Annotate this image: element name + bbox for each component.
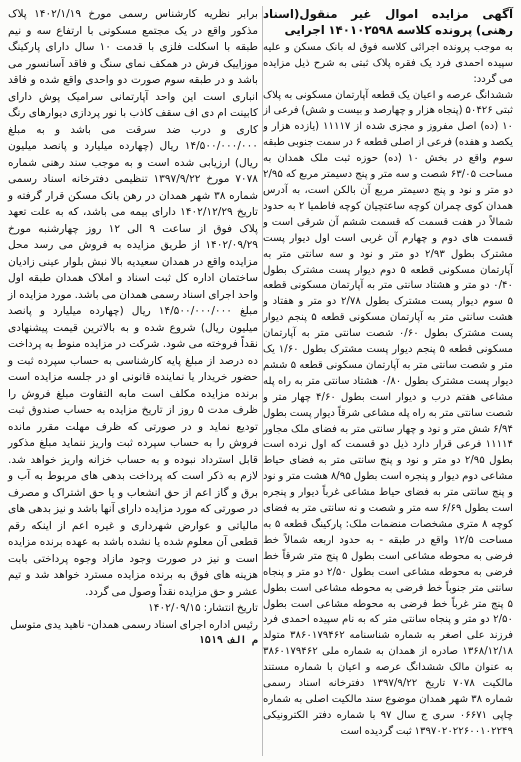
- auction-terms-paragraph: برابر نظریه کارشناس رسمی مورخ ۱۴۰۲/۱/۱۹ پلاک مذکور واقع در یک مجتمع مسکونی با ارتفاع سه و نیم طبقه با اسکلت فلزی با قدمت ۱۰ سال دارای پارکینگ موزاییک فرش در همکف نمای سنگ و فاقد آسانسور می باشد و در طبقه سوم صورت دو واحدی واقع شده و فاقد انباری است این واحد آپارتمانی سرامیک پوش دارای کابینت ام دی اف سقف کاذب با نور پردازی دیوارهای رنگ کاری و درب ضد سرقت می باشد و به مبلغ ۱۴/۵۰۰/۰۰۰/۰۰۰ ریال (چهارده میلیارد و پانصد میلیون ریال) ارزیابی شده است و به موجب سند رهنی شماره ۷۰۷۸ مورخ ۱۳۹۷/۹/۲۲ تنظیمی دفترخانه اسناد رسمی شماره ۳۸ شهر همدان در رهن بانک مسکن قرار گرفته و تاریخ ۱۴۰۲/۱۲/۲۹ دارای بیمه می باشد، که به علت تعهد پلاک فوق از ساعت ۹ الی ۱۲ روز چهارشنبه مورخ ۱۴۰۲/۰۹/۲۹ از طریق مزایده به فروش می رسد محل مزایده واقع در همدان سعیدیه بالا نبش بلوار عینی زادیان ساختمان اداره کل ثبت اسناد و املاک همدان طبقه اول واحد اجرای اسناد رسمی همدان می باشد. مورد مزایده از مبلغ ۱۴/۵۰۰/۰۰۰/۰۰۰ ریال (چهارده میلیارد و پانصد میلیون ریال) شروع شده و به بالاترین قیمت پیشنهادی نقداً فروخته می شود. شرکت در مزایده منوط به پرداخت ده درصد از مبلغ پایه کارشناسی به حساب سپرده ثبت و حضور خریدار یا نماینده قانونی او در جلسه مزایده است برنده مزایده مکلف است مابه التفاوت مبلغ فروش را ظرف مدت ۵ روز از تاریخ مزایده به حساب صندوق ثبت تودیع نماید و در صورتی که ظرف مهلت مقرر مانده فروش را به حساب سپرده ثبت واریز ننماید مبلغ مذکور قابل استرداد نبوده و به حساب خزانه واریز خواهد شد. لازم به ذکر است که پرداخت بدهی های مربوط به آب و برق و گاز اعم از حق انشعاب و یا حق اشتراک و مصرف در صورتی که مورد مزایده دارای آنها باشد و نیز بدهی های مالیاتی و عوارض شهرداری و غیره اعم از اینکه رقم قطعی آن معلوم شده یا نشده باشد به عهده برنده مزایده است و نیز در صورت وجود مازاد وجوه پرداختی بابت هزینه های فوق به برنده مزایده مسترد خواهد شد و تیم عشر و حق مزایده نقداً وصول می گردد.: [8, 8, 258, 598]
- notice-headline: آگهی مزایده اموال غیر منقول(اسناد رهنی) پرونده کلاسه ۱۴۰۱۰۲۵۹۸ اجرایی: [263, 7, 513, 38]
- notice-left-column: [8, 6, 258, 650]
- signature-line: رئیس اداره اجرای اسناد رسمی همدان- ناهید یدی متوسل: [10, 618, 258, 631]
- notice-intro-paragraph: به موجب پرونده اجرائی کلاسه فوق له بانک مسکن و علیه سپیده احمدی فرد یک فقره پلاک ثبتی به شرح ذیل مزایده می گردد:: [263, 41, 513, 85]
- publication-date: تاریخ انتشار: ۱۴۰۲/۰۹/۱۵: [148, 602, 258, 614]
- notice-right-column: [263, 6, 513, 740]
- column-divider: [262, 6, 263, 756]
- property-description-paragraph: ششدانگ عرصه و اعیان یک قطعه آپارتمان مسکونی به پلاک ثبتی ۵۰۴۲۶ (پنجاه هزار و چهارصد و بیست و شش) فرعی از ۱۰ (ده) اصل مفروز و مجزی شده از ۱۱۱۱۷ (یازده هزار و یکصد و هفده) فرعی از اصلی قطعه ۶ در سمت جنوبی طبقه سوم واقع در بخش ۱۰ (ده) حوزه ثبت ملک همدان به مساحت ۶۳/۰۵ شصت و سه متر و پنج دسیمتر مربع که ۲/۹۵ دو متر و نود و پنج دسیمتر مربع آن بالکن است، به آدرس همدان کوی چمران کوچه ساعتچیان کوچه فاطمیا ۲ به حدود شمالاً در هفت قسمت که قسمت ششم آن شرقی است و قسمت های دوم و چهارم آن غربی است اول دیوار پست مشترک بطول ۲/۹۳ دو متر و نود و سه سانتی متر به آپارتمان مسکونی قطعه ۵ دوم دیوار پست مشترک بطول ۰/۴۰ دو متر و هشتاد سانتی متر به آپارتمان مسکونی قطعه ۵ سوم دیوار پست مشترک بطول ۲/۷۸ دو متر و هفتاد و هشت سانتی متر به آپارتمان مسکونی قطعه ۵ پنجم دیوار پست مشترک بطول ۰/۶۰ شصت سانتی متر به آپارتمان مسکونی قطعه ۵ پنجم دیوار پست مشترک بطول ۱/۶۰ یک متر و شصت سانتی متر به آپارتمان مسکونی قطعه ۵ ششم دیوار پست مشترک بطول ۰/۸۰ هشتاد سانتی متر به راه پله مشاعی هفتم درب و دیوار است بطول ۴/۶۰ چهار متر و شصت سانتی متر به راه پله مشاعی شرقاً دیوار پست بطول ۶/۹۴ شش متر و نود و چهار سانتی متر به فضای ملک مجاور ۱۱۱۱۴ فرعی قرار دارد ذیل دو قسمت که اول نرده است بطول ۲/۹۵ دو متر و نود و پنج سانتی متر به فضای حیاط مشاعی دوم دیوار و پنجره است بطول ۸/۹۵ هشت متر و نود و پنج سانتی متر به فضای حیاط مشاعی غرباً دیوار و پنجره است بطول ۶/۶۹ سه متر و شصت و نه سانتی متر به فضای کوچه ۸ متری مشخصات منضمات ملک: پارکینگ قطعه ۵ به مساحت ۱۲/۵ واقع در طبقه - به حدود اربعه شمالاً خط فرضی به محوطه مشاعی است بطول ۵ پنج متر شرقاً خط فرضی به محوطه مشاعی است بطول ۲/۵۰ دو متر و پنجاه سانتی متر جنوباً خط فرضی به محوطه مشاعی است بطول ۵ پنج متر غرباً خط فرضی به محوطه مشاعی است بطول ۲/۵۰ دو متر و پنجاه سانتی متر که به نام سپیده احمدی فرد فرزند علی اصغر به شماره شناسنامه ۳۸۶۰۱۷۹۴۶۲ متولد ۱۳۶۸/۱۲/۱۸ صادره از همدان به شماره ملی ۳۸۶۰۱۷۹۴۶۲ به عنوان مالک ششدانگ عرصه و اعیان با شماره مستند مالکیت ۷۰۷۸ تاریخ ۱۳۹۷/۹/۲۲ دفترخانه اسناد رسمی شماره ۳۸ شهر همدان موضوع سند مالکیت اصلی به شماره چاپی ۰۶۶۷۱ سری ج سال ۹۷ با شماره دفتر الکترونیکی ۱۳۹۷۰۲۰۲۲۶۰۰۱۰۲۲۴۹ ثبت گردیده است: [263, 89, 514, 737]
- ad-code: م الف ۱۵۱۹: [198, 635, 258, 646]
